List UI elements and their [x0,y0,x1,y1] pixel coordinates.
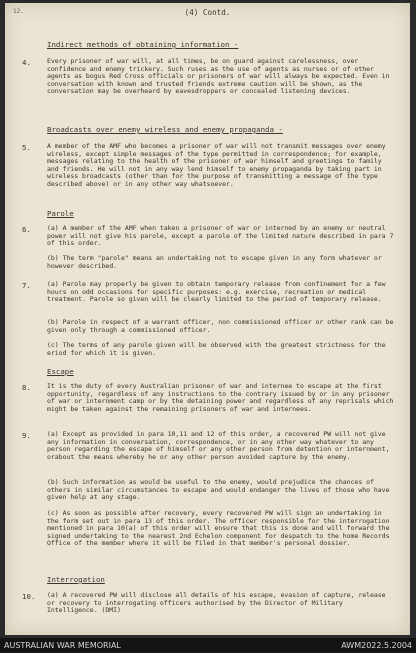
document-body [5,3,410,635]
section-continuation-header: (4) Contd. [184,8,231,17]
paragraph-number: 8. [22,383,31,392]
paragraph-5: A member of the AMF who becomes a prisoner of war will not transmit messages over enemy wireless, except simple messages of the type permitted in correspondence; for example, messages relating to the health of the prisoner of war himself and greetings to family and friends. He will not in any way lend himself to enemy propaganda by taking part in wireless broadcasts (other than for the purpose of transmitting a message of the type described above) or in any other way whatsoever. [47,142,386,188]
paragraph-9a: (a) Except as provided in para 10,11 and 12 of this order, a recovered PW will not give any information in conversation, correspondence, or in any other way whatever to any person regarding the escape of himself or any other person from detention or internment, orabout the means whereby he or any other person avoided capture by the enemy. [47,430,390,461]
paragraph-9c: (c) As soon as possible after recovery, every recovered PW will sign an undertaking in the form set out in para 13 of this order. The officer responsible for the interrogation mentioned in para 10(a) of this order will ensure that this is done and will forward the signed undertaking to the nearest 2nd Echelon component for despatch to the home Records Office of the member where it will be filed in that member's personal dossier. [47,509,390,548]
heading-indirect-methods: Indirect methods of obtaining information - [47,40,239,49]
heading-escape: Escape [47,367,74,376]
archive-name: AUSTRALIAN WAR MEMORIAL [4,641,121,650]
archive-footer-bar [0,638,416,653]
paragraph-10a: (a) A recovered PW will disclose all details of his escape, evasion of capture, release or recovery to interrogating officers authorised by the Director of Military Intelligence. (DMI) [47,591,386,615]
heading-broadcasts: Broadcasts over enemy wireless and enemy propaganda - [47,125,283,134]
paragraph-number: 4. [22,58,31,67]
heading-parole: Parole [47,209,74,218]
heading-interrogation: Interrogation [47,575,105,584]
page-number: 12. [13,8,24,15]
paragraph-6a: (a) A member of the AMF when taken a prisoner of war or interned by an enemy or neutral power will not give his parole, except a parole of the limited nature described in para 7 of this order. [47,224,394,248]
paragraph-9b: (b) Such information as would be useful to the enemy, would prejudice the chances of others in similar circumstances to escape and would endanger the lives of those who have given help at any stage. [47,478,390,502]
document-page [5,3,410,635]
archive-reference: AWM2022.5.2004 [341,641,412,650]
paragraph-number: 9. [22,431,31,440]
paragraph-number: 10. [22,592,36,601]
paragraph-number: 7. [22,281,31,290]
paragraph-4: Every prisoner of war will, at all times, be on guard against carelessness, over confidence and enemy trickery. Such ruses as the use of agents as nurses or of other agents as bogus Red Cross officials or prisoners of war will always be expected. Even in conversation with known and trusted friends extreme caution will be shown, as the conversation may be overheard by eavesdroppers or concealed listening devices. [47,57,390,96]
paragraph-number: 5. [22,143,31,152]
paragraph-7b: (b) Parole in respect of a warrant officer, non commissioned officer or other rank can be given only through a commissioned officer. [47,318,394,334]
paragraph-number: 6. [22,225,31,234]
paragraph-7a: (a) Parole may properly be given to obtain temporary release from confinement for a few hours on odd occasions for specific purposes: e.g. exercise, recreation or medical treatment. Parole so given will be clearly limited to the period of temporary release. [47,280,386,304]
paragraph-6b: (b) The term "parole" means an undertaking not to escape given in any form whatever or however described. [47,254,382,270]
paragraph-7c: (c) The terms of any parole given will be observed with the greatest strictness for the eriod for which it is given. [47,341,386,357]
paragraph-8: It is the duty of every Australian prisoner of war and internee to escape at the first opportunity, regardless of any instructions to the contrary issued by or in any prisoner of war or internment camp or by the detaining power and regardless of any reprisals which might be taken against the remaining prisoners of war and internees. [47,382,394,413]
